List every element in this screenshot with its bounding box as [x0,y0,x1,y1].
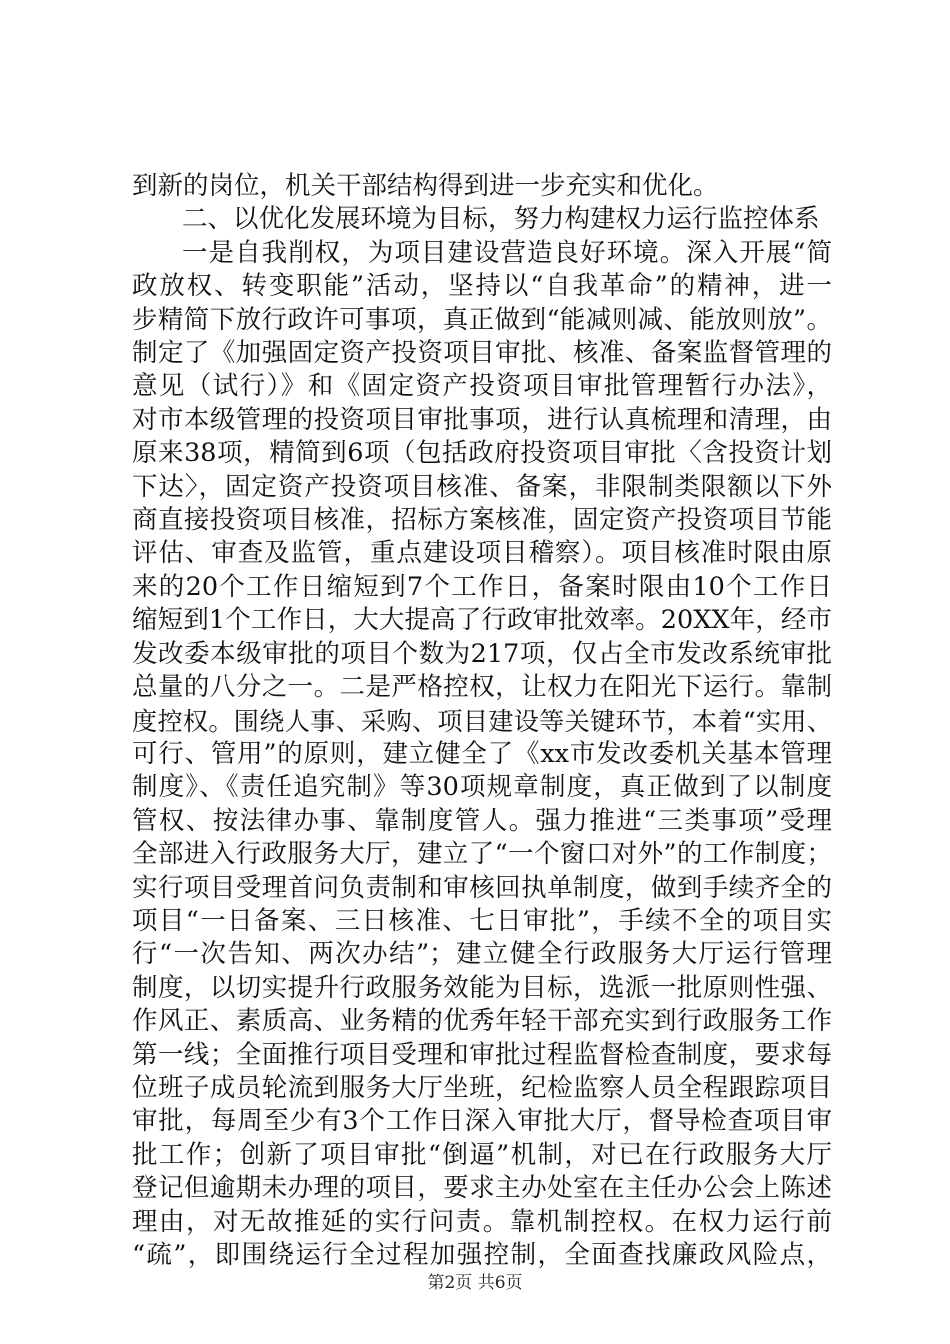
text-line: 第一线；全面推行项目受理和审批过程监督检查制度，要求每 [132,1039,832,1070]
text-line: 位班子成员轮流到服务大厅坐班，纪检监察人员全程跟踪项目 [132,1072,832,1103]
text-line: 商直接投资项目核准，招标方案核准，固定资产投资项目节能 [132,505,832,536]
text-line: 总量的八分之一。二是严格控权，让权力在阳光下运行。靠制 [132,672,832,703]
text-line: 发改委本级审批的项目个数为217项，仅占全市发改系统审批 [132,638,832,669]
text-line: 制度》、《责任追究制》等30项规章制度，真正做到了以制度 [132,772,832,803]
text-line: 下达〉，固定资产投资项目核准、备案，非限制类限额以下外 [132,471,832,502]
text-line: 度控权。围绕人事、采购、项目建设等关键环节，本着“实用、 [132,706,832,736]
text-line: 批工作；创新了项目审批“倒逼”机制，对已在行政服务大厅 [132,1139,832,1170]
section-heading: 二、以优化发展环境为目标，努力构建权力运行监控体系 [182,204,820,235]
text-line: 作风正、素质高、业务精的优秀年轻干部充实到行政服务工作 [132,1006,832,1037]
text-line: “疏”，即围绕运行全过程加强控制，全面查找廉政风险点， [132,1240,832,1270]
text-line: 一是自我削权，为项目建设营造良好环境。深入开展“简 [182,237,832,268]
text-line: 实行项目受理首问负责制和审核回执单制度，做到手续齐全的 [132,872,832,903]
document-body [132,170,832,1272]
text-line: 制定了《加强固定资产投资项目审批、核准、备案监督管理的 [132,338,832,369]
text-line: 行“一次告知、两次办结”；建立健全行政服务大厅运行管理 [132,939,832,970]
text-line: 意见（试行）》和《固定资产投资项目审批管理暂行办法》， [132,371,832,402]
text-line: 政放权、转变职能”活动，坚持以“自我革命”的精神，进一 [132,271,832,302]
text-line: 审批，每周至少有3个工作日深入审批大厅，督导检查项目审 [132,1106,832,1137]
text-line: 登记但逾期未办理的项目，要求主办处室在主任办公会上陈述 [132,1173,832,1204]
text-line: 评估、审查及监管，重点建设项目稽察）。项目核准时限由原 [132,538,832,569]
text-line: 管权、按法律办事、靠制度管人。强力推进“三类事项”受理 [132,805,832,836]
text-line: 来的20个工作日缩短到7个工作日，备案时限由10个工作日 [132,571,832,602]
text-line: 理由，对无故推延的实行问责。靠机制控权。在权力运行前 [132,1206,832,1237]
text-line: 制度，以切实提升行政服务效能为目标，选派一批原则性强、 [132,972,832,1003]
text-line: 缩短到1个工作日，大大提高了行政审批效率。20XX年，经市 [132,605,832,636]
text-line: 步精简下放行政许可事项，真正做到“能减则减、能放则放”。 [132,304,832,335]
text-line: 原来38项，精简到6项（包括政府投资项目审批〈含投资计划 [132,438,832,469]
text-line: 项目“一日备案、三日核准、七日审批”，手续不全的项目实 [132,905,832,936]
text-line: 全部进入行政服务大厅，建立了“一个窗口对外”的工作制度； [132,839,832,870]
text-line: 对市本级管理的投资项目审批事项，进行认真梳理和清理，由 [132,404,832,435]
page-number-footer: 第2页 共6页 [427,1273,523,1293]
text-line: 到新的岗位，机关干部结构得到进一步充实和优化。 [132,171,719,201]
text-line: 可行、管用”的原则，建立健全了《xx市发改委机关基本管理 [132,738,832,769]
